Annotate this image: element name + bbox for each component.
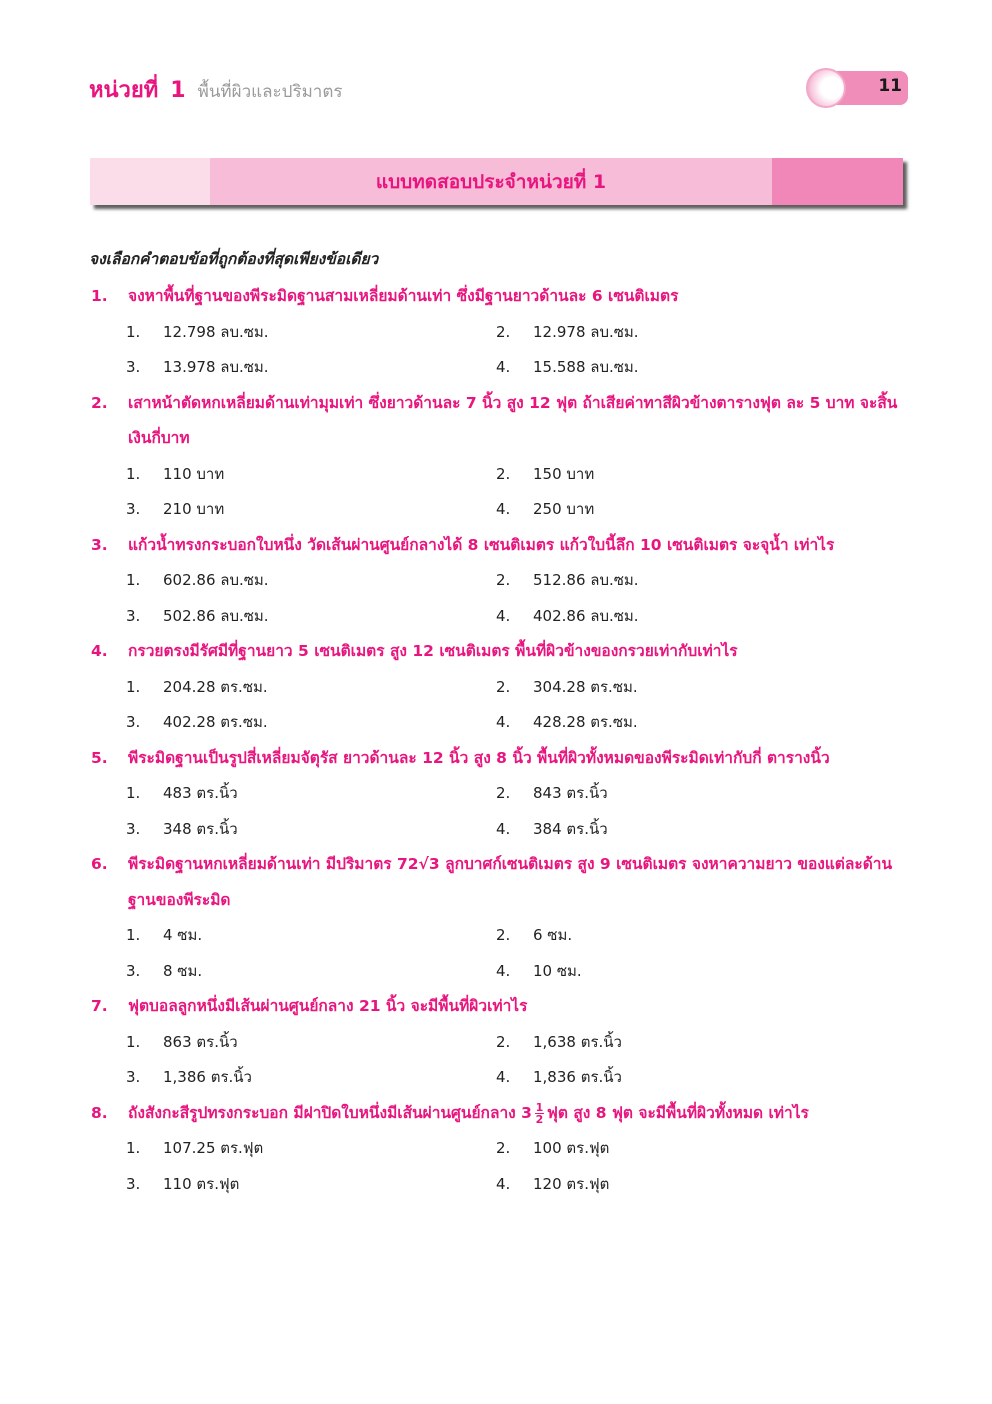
option-1[interactable]	[126, 1025, 496, 1061]
option-2[interactable]	[496, 918, 866, 954]
question-6	[89, 847, 909, 989]
option-1[interactable]	[126, 315, 496, 351]
banner-segment-dark	[772, 158, 903, 205]
option-text: 402.86 ลบ.ซม.	[533, 606, 639, 625]
option-3[interactable]	[126, 1060, 496, 1096]
option-number: 2.	[496, 784, 511, 802]
option-number: 1.	[126, 784, 141, 802]
question-5	[89, 741, 909, 848]
question-number: 5.	[91, 748, 108, 767]
option-2[interactable]	[496, 670, 866, 706]
option-text: 348 ตร.นิ้ว	[163, 819, 238, 838]
question-number: 8.	[91, 1103, 108, 1122]
option-4[interactable]	[496, 599, 866, 635]
option-number: 3.	[126, 358, 141, 376]
option-text: 210 บาท	[163, 500, 225, 518]
option-number: 3.	[126, 500, 141, 518]
question-1	[89, 279, 909, 386]
option-4[interactable]	[496, 1167, 866, 1203]
option-number: 2.	[496, 926, 511, 944]
question-text: พีระมิดฐานเป็นรูปสี่เหลี่ยมจัตุรัส ยาวด้านละ 12 นิ้ว สูง 8 นิ้ว พื้นที่ผิวทั้งหมดของพีระมิดเท่ากับกี่ ตารางนิ้ว	[128, 748, 830, 767]
question-number: 3.	[91, 535, 108, 554]
option-number: 4.	[496, 713, 511, 731]
option-number: 1.	[126, 464, 141, 483]
option-number: 1.	[126, 322, 141, 341]
question-text: แก้วน้ำทรงกระบอกใบหนึ่ง วัดเส้นผ่านศูนย์กลางได้ 8 เซนติเมตร แก้วใบนี้ลึก 10 เซนติเมตร จะจุน้ำ เท่าไร	[128, 535, 835, 554]
option-text: 6 ซม.	[533, 926, 573, 944]
option-number: 4.	[496, 606, 511, 625]
option-4[interactable]	[496, 705, 866, 741]
option-2[interactable]	[496, 1025, 866, 1061]
option-number: 2.	[496, 1032, 511, 1051]
option-2[interactable]	[496, 563, 866, 599]
option-text: 863 ตร.นิ้ว	[163, 1032, 238, 1051]
option-2[interactable]	[496, 457, 866, 493]
option-grid	[89, 315, 909, 386]
option-3[interactable]	[126, 954, 496, 990]
option-text: 4 ซม.	[163, 926, 203, 944]
option-number: 4.	[496, 819, 511, 838]
option-text: 15.588 ลบ.ซม.	[533, 358, 639, 376]
option-number: 2.	[496, 322, 511, 341]
option-3[interactable]	[126, 1167, 496, 1203]
option-text: 304.28 ตร.ซม.	[533, 677, 638, 696]
unit-header	[89, 72, 343, 108]
option-text: 150 บาท	[533, 464, 595, 483]
question-text: กรวยตรงมีรัศมีที่ฐานยาว 5 เซนติเมตร สูง 12 เซนติเมตร พื้นที่ผิวข้างของกรวยเท่ากับเท่าไร	[128, 642, 738, 660]
question-number: 6.	[91, 855, 108, 873]
option-number: 1.	[126, 1032, 141, 1051]
option-number: 3.	[126, 819, 141, 838]
option-number: 3.	[126, 961, 141, 980]
option-3[interactable]	[126, 812, 496, 848]
question-text: ฟุตบอลลูกหนึ่งมีเส้นผ่านศูนย์กลาง 21 นิ้ว จะมีพื้นที่ผิวเท่าไร	[128, 997, 528, 1015]
option-number: 3.	[126, 606, 141, 625]
question-list	[89, 279, 909, 1202]
option-grid	[89, 776, 909, 847]
option-text: 1,386 ตร.นิ้ว	[163, 1068, 252, 1086]
page-number: 11	[878, 76, 902, 96]
question-number: 4.	[91, 642, 108, 660]
option-4[interactable]	[496, 1060, 866, 1096]
option-grid	[89, 563, 909, 634]
option-text: 12.978 ลบ.ซม.	[533, 322, 639, 341]
option-grid	[89, 670, 909, 741]
option-number: 4.	[496, 961, 511, 980]
question-8	[89, 1096, 909, 1203]
option-text: 8 ซม.	[163, 961, 203, 980]
option-2[interactable]	[496, 1131, 866, 1167]
option-3[interactable]	[126, 350, 496, 386]
option-number: 4.	[496, 1068, 511, 1086]
option-grid	[89, 457, 909, 528]
option-1[interactable]	[126, 563, 496, 599]
option-3[interactable]	[126, 599, 496, 635]
fraction	[535, 1102, 544, 1125]
banner-segment-light	[90, 158, 210, 205]
option-3[interactable]	[126, 492, 496, 528]
option-number: 4.	[496, 500, 511, 518]
question-number: 2.	[91, 393, 108, 412]
question-text: พีระมิดฐานหกเหลี่ยมด้านเท่า มีปริมาตร 72√3 ลูกบาศก์เซนติเมตร สูง 9 เซนติเมตร จงหาความยาว ของแต่ละด้านฐานของพีระมิด	[128, 855, 893, 909]
banner-segment-main	[210, 158, 772, 205]
question-2	[89, 386, 909, 528]
option-text: 483 ตร.นิ้ว	[163, 784, 238, 802]
option-1[interactable]	[126, 670, 496, 706]
question-7	[89, 989, 909, 1096]
option-2[interactable]	[496, 315, 866, 351]
unit-label: หน่วยที่	[89, 78, 159, 103]
option-number: 2.	[496, 571, 511, 589]
page-badge-circle-icon	[806, 68, 846, 108]
option-1[interactable]	[126, 457, 496, 493]
option-number: 4.	[496, 1174, 511, 1193]
option-text: 100 ตร.ฟุต	[533, 1139, 610, 1157]
question-text-after-fraction: ฟุต สูง 8 ฟุต จะมีพื้นที่ผิวทั้งหมด เท่าไร	[546, 1103, 809, 1122]
question-4	[89, 634, 909, 741]
option-text: 10 ซม.	[533, 961, 582, 980]
option-text: 1,638 ตร.นิ้ว	[533, 1032, 622, 1051]
option-text: 110 ตร.ฟุต	[163, 1174, 240, 1193]
question-number: 7.	[91, 997, 108, 1015]
option-text: 120 ตร.ฟุต	[533, 1174, 610, 1193]
question-number: 1.	[91, 287, 108, 305]
option-number: 1.	[126, 677, 141, 696]
option-number: 4.	[496, 358, 511, 376]
section-banner	[90, 158, 903, 205]
option-text: 512.86 ลบ.ซม.	[533, 571, 639, 589]
option-4[interactable]	[496, 812, 866, 848]
option-text: 502.86 ลบ.ซม.	[163, 606, 269, 625]
option-number: 1.	[126, 1139, 141, 1157]
option-text: 428.28 ตร.ซม.	[533, 713, 638, 731]
option-4[interactable]	[496, 350, 866, 386]
option-text: 384 ตร.นิ้ว	[533, 819, 608, 838]
banner-title: แบบทดสอบประจำหน่วยที่ 1	[375, 170, 607, 193]
option-number: 3.	[126, 1068, 141, 1086]
option-number: 1.	[126, 926, 141, 944]
fraction-denominator: 2	[535, 1112, 544, 1126]
question-text: เสาหน้าตัดหกเหลี่ยมด้านเท่ามุมเท่า ซึ่งยาวด้านละ 7 นิ้ว สูง 12 ฟุต ถ้าเสียค่าทาสีผิวข้างตารางฟุต ละ 5 บาท จะสิ้นเงินกี่บาท	[128, 393, 898, 447]
option-1[interactable]	[126, 918, 496, 954]
option-number: 3.	[126, 713, 141, 731]
question-text	[128, 1096, 909, 1132]
option-number: 2.	[496, 677, 511, 696]
question-3	[89, 528, 909, 635]
option-1[interactable]	[126, 1131, 496, 1167]
option-4[interactable]	[496, 954, 866, 990]
page-number-badge	[806, 68, 908, 108]
fraction-numerator: 1	[535, 1100, 544, 1114]
option-text: 1,836 ตร.นิ้ว	[533, 1068, 622, 1086]
option-text: 204.28 ตร.ซม.	[163, 677, 268, 696]
question-text: จงหาพื้นที่ฐานของพีระมิดฐานสามเหลี่ยมด้านเท่า ซึ่งมีฐานยาวด้านละ 6 เซนติเมตร	[128, 287, 679, 305]
option-grid	[89, 1131, 909, 1202]
option-text: 13.978 ลบ.ซม.	[163, 358, 269, 376]
question-text-before-fraction: ถังสังกะสีรูปทรงกระบอก มีฝาปิดใบหนึ่งมีเส้นผ่านศูนย์กลาง 3	[128, 1103, 532, 1122]
option-number: 3.	[126, 1174, 141, 1193]
option-number: 2.	[496, 1139, 511, 1157]
option-number: 2.	[496, 464, 511, 483]
option-text: 402.28 ตร.ซม.	[163, 713, 268, 731]
option-grid	[89, 1025, 909, 1096]
option-text: 12.798 ลบ.ซม.	[163, 322, 269, 341]
option-text: 602.86 ลบ.ซม.	[163, 571, 269, 589]
option-text: 250 บาท	[533, 500, 595, 518]
option-number: 1.	[126, 571, 141, 589]
option-1[interactable]	[126, 776, 496, 812]
option-text: 110 บาท	[163, 464, 225, 483]
option-text: 107.25 ตร.ฟุต	[163, 1139, 264, 1157]
unit-number: 1	[170, 78, 186, 103]
option-2[interactable]	[496, 776, 866, 812]
option-text: 843 ตร.นิ้ว	[533, 784, 608, 802]
option-3[interactable]	[126, 705, 496, 741]
option-4[interactable]	[496, 492, 866, 528]
option-grid	[89, 918, 909, 989]
unit-subtitle: พื้นที่ผิวและปริมาตร	[197, 82, 343, 102]
instruction-text: จงเลือกคำตอบข้อที่ถูกต้องที่สุดเพียงข้อเดียว	[89, 250, 379, 268]
